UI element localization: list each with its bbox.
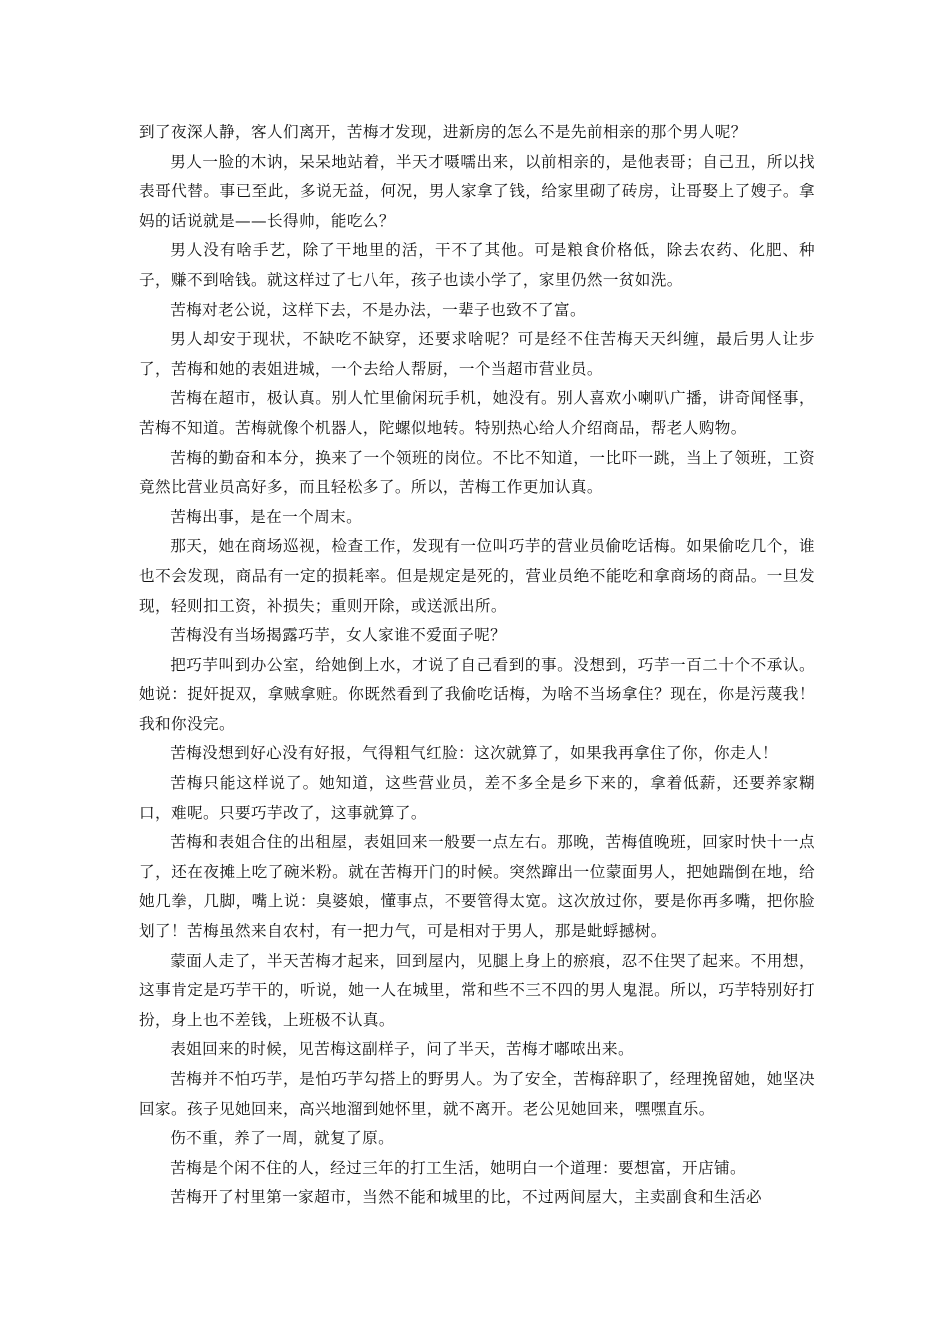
paragraph: 表姐回来的时候，见苦梅这副样子，问了半天，苦梅才嘟哝出来。 [170,1040,635,1059]
paragraph: 苦梅是个闲不住的人，经过三年的打工生活，她明白一个道理：要想富，开店铺。 [170,1158,746,1177]
paragraph: 把巧芋叫到办公室，给她倒上水，才说了自己看到的事。没想到，巧芋一百二十个不承认。她说：捉奸捉双，拿贼拿赃。你既然看到了我偷吃话梅，为啥不当场拿住？现在，你是污蔑我！我和你没完。 [139,655,815,733]
paragraph: 男人一脸的木讷，呆呆地站着，半天才嗫嚅出来，以前相亲的，是他表哥；自己丑，所以找表哥代替。事已至此，多说无益，何况，男人家拿了钱，给家里砌了砖房，让哥娶上了嫂子。拿妈的话说就是——长得帅，能吃么？ [139,152,815,230]
paragraph: 伤不重，养了一周，就复了原。 [170,1129,395,1148]
paragraph: 蒙面人走了，半天苦梅才起来，回到屋内，见腿上身上的瘀痕，忍不住哭了起来。不用想，这事肯定是巧芋干的，听说，她一人在城里，常和些不三不四的男人鬼混。所以，巧芋特别好打扮，身上也不差钱，上班极不认真。 [139,951,815,1029]
paragraph: 苦梅在超市，极认真。别人忙里偷闲玩手机，她没有。别人喜欢小喇叭广播，讲奇闻怪事，苦梅不知道。苦梅就像个机器人，陀螺似地转。特别热心给人介绍商品，帮老人购物。 [139,389,815,437]
paragraph: 苦梅和表姐合住的出租屋，表姐回来一般要一点左右。那晚，苦梅值晚班，回家时快十一点了，还在夜摊上吃了碗米粉。就在苦梅开门的时候。突然蹿出一位蒙面男人，把她踹倒在地，给她几拳，几脚，嘴上说：臭婆娘，懂事点，不要管得太宽。这次放过你，要是你再多嘴，把你脸划了！苦梅虽然来自农村，有一把力气，可是相对于男人，那是蚍蜉撼树。 [139,833,815,941]
paragraph: 苦梅对老公说，这样下去，不是办法，一辈子也致不了富。 [170,300,587,319]
paragraph: 苦梅的勤奋和本分，换来了一个领班的岗位。不比不知道，一比吓一跳，当上了领班，工资竟然比营业员高好多，而且轻松多了。所以，苦梅工作更加认真。 [139,448,815,497]
paragraph: 苦梅没想到好心没有好报，气得粗气红脸：这次就算了，如果我再拿住了你，你走人！ [170,744,778,763]
paragraph: 男人没有啥手艺，除了干地里的活，干不了其他。可是粮食价格低，除去农药、化肥、种子，赚不到啥钱。就这样过了七八年，孩子也读小学了，家里仍然一贫如洗。 [139,241,815,289]
paragraph: 苦梅只能这样说了。她知道，这些营业员，差不多全是乡下来的，拿着低薪，还要养家糊口，难呢。只要巧芋改了，这事就算了。 [139,774,815,822]
paragraph: 那天，她在商场巡视，检查工作，发现有一位叫巧芋的营业员偷吃话梅。如果偷吃几个，谁也不会发现，商品有一定的损耗率。但是规定是死的，营业员绝不能吃和拿商场的商品。一旦发现，轻则扣工资，补损失；重则开除，或送派出所。 [139,537,815,615]
paragraph: 苦梅并不怕巧芋，是怕巧芋勾搭上的野男人。为了安全，苦梅辞职了，经理挽留她，她坚决回家。孩子见她回来，高兴地溜到她怀里，就不离开。老公见她回来，嘿嘿直乐。 [139,1070,815,1118]
article-body [139,118,815,1213]
paragraph: 到了夜深人静，客人们离开，苦梅才发现，进新房的怎么不是先前相亲的那个男人呢？ [139,123,747,141]
paragraph: 苦梅出事，是在一个周末。 [170,507,363,526]
paragraph: 男人却安于现状，不缺吃不缺穿，还要求啥呢？可是经不住苦梅天天纠缠，最后男人让步了，苦梅和她的表姐进城，一个去给人帮厨，一个当超市营业员。 [139,330,815,378]
paragraph: 苦梅没有当场揭露巧芋，女人家谁不爱面子呢？ [170,626,507,645]
paragraph: 苦梅开了村里第一家超市，当然不能和城里的比，不过两间屋大，主卖副食和生活必 [170,1188,762,1207]
